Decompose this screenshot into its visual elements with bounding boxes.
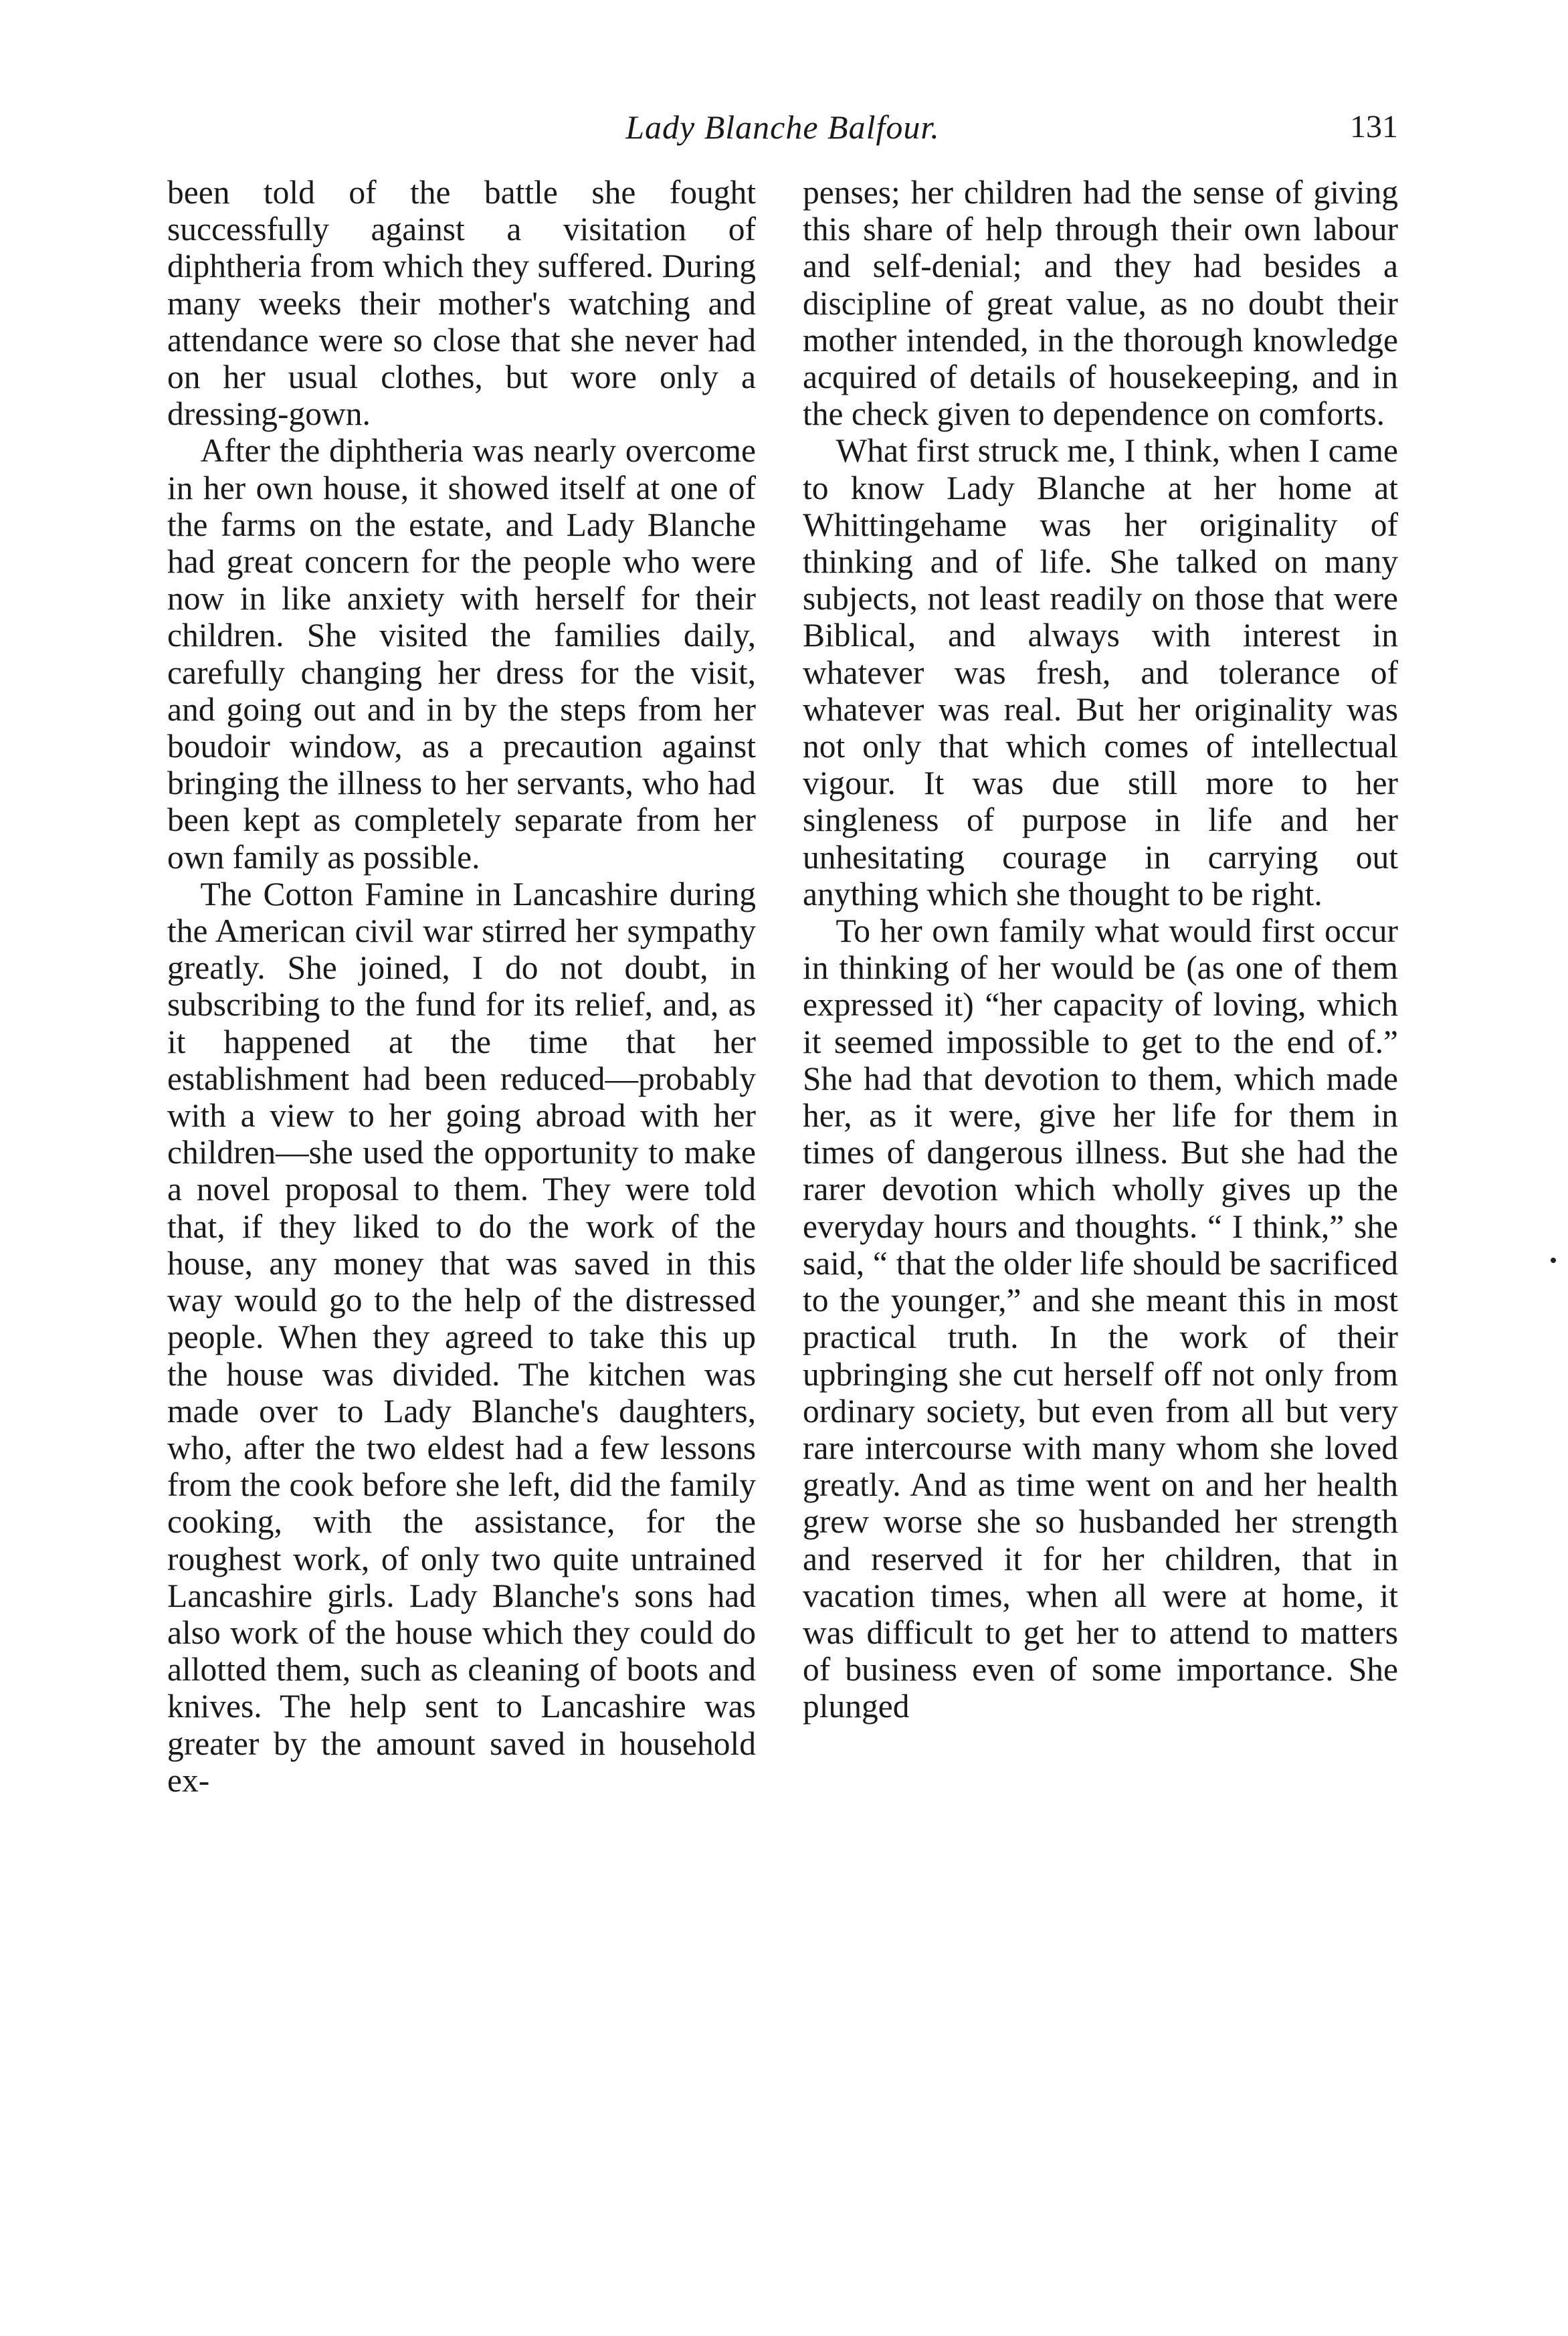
right-column bbox=[803, 174, 1398, 1725]
running-title: Lady Blanche Balfour. bbox=[625, 108, 940, 146]
paragraph: To her own family what would first occur in thinking of her would be (as one of them expressed it) “her capacity of loving, which it seemed impossible to get to the end of.” She had that devotion to them, which made her, as it were, give her life for them in times of dangerous illness. But she had the rarer devotion which wholly gives up the everyday hours and thoughts. “ I think,” she said, “ that the older life should be sacrificed to the younger,” and she meant this in most practical truth. In the work of their upbringing she cut herself off not only from ordinary society, but even from all but very rare intercourse with many whom she loved greatly. And as time went on and her health grew worse she so husbanded her strength and reserved it for her children, that in vacation times, when all were at home, it was difficult to get her to attend to matters of business even of some importance. She plunged bbox=[803, 912, 1398, 1725]
paragraph: been told of the battle she fought successfully against a visitation of diphtheria from which they suffered. During many weeks their mother's watching and attendance were so close that she never had on her usual clothes, but wore only a dressing-gown. bbox=[167, 174, 756, 433]
paragraph: After the diphtheria was nearly overcome in her own house, it showed itself at one of the farms on the estate, and Lady Blanche had great concern for the people who were now in like anxiety with herself for their children. She visited the families daily, carefully changing her dress for the visit, and going out and in by the steps from her boudoir window, as a precaution against bringing the illness to her servants, who had been kept as completely separate from her own family as possible. bbox=[167, 432, 756, 876]
left-column bbox=[167, 174, 756, 1799]
paragraph: What first struck me, I think, when I came to know Lady Blanche at her home at Whittingehame was her originality of thinking and of life. She talked on many subjects, not least readily on those that were Biblical, and always with interest in whatever was fresh, and tolerance of whatever was real. But her originality was not only that which comes of intellectual vigour. It was due still more to her singleness of purpose in life and her unhesitating courage in carrying out anything which she thought to be right. bbox=[803, 432, 1398, 912]
page-number: 131 bbox=[1350, 109, 1398, 144]
paragraph: penses; her children had the sense of giving this share of help through their own labour and self-denial; and they had besides a discipline of great value, as no doubt their mother intended, in the thorough knowledge acquired of details of housekeeping, and in the check given to dependence on comforts. bbox=[803, 174, 1398, 433]
ink-speck bbox=[1551, 1258, 1556, 1263]
paragraph: The Cotton Famine in Lancashire during the American civil war stirred her sympathy greatly. She joined, I do not doubt, in subscribing to the fund for its relief, and, as it happened at the time that her establishment had been reduced—probably with a view to her going abroad with her children—she used the opportunity to make a novel proposal to them. They were told that, if they liked to do the work of the house, any money that was saved in this way would go to the help of the distressed people. When they agreed to take this up the house was divided. The kitchen was made over to Lady Blanche's daughters, who, after the two eldest had a few lessons from the cook before she left, did the family cooking, with the assistance, for the roughest work, of only two quite untrained Lancashire girls. Lady Blanche's sons had also work of the house which they could do allotted them, such as cleaning of boots and knives. The help sent to Lancashire was greater by the amount saved in household ex- bbox=[167, 875, 756, 1799]
running-header bbox=[167, 100, 1398, 154]
